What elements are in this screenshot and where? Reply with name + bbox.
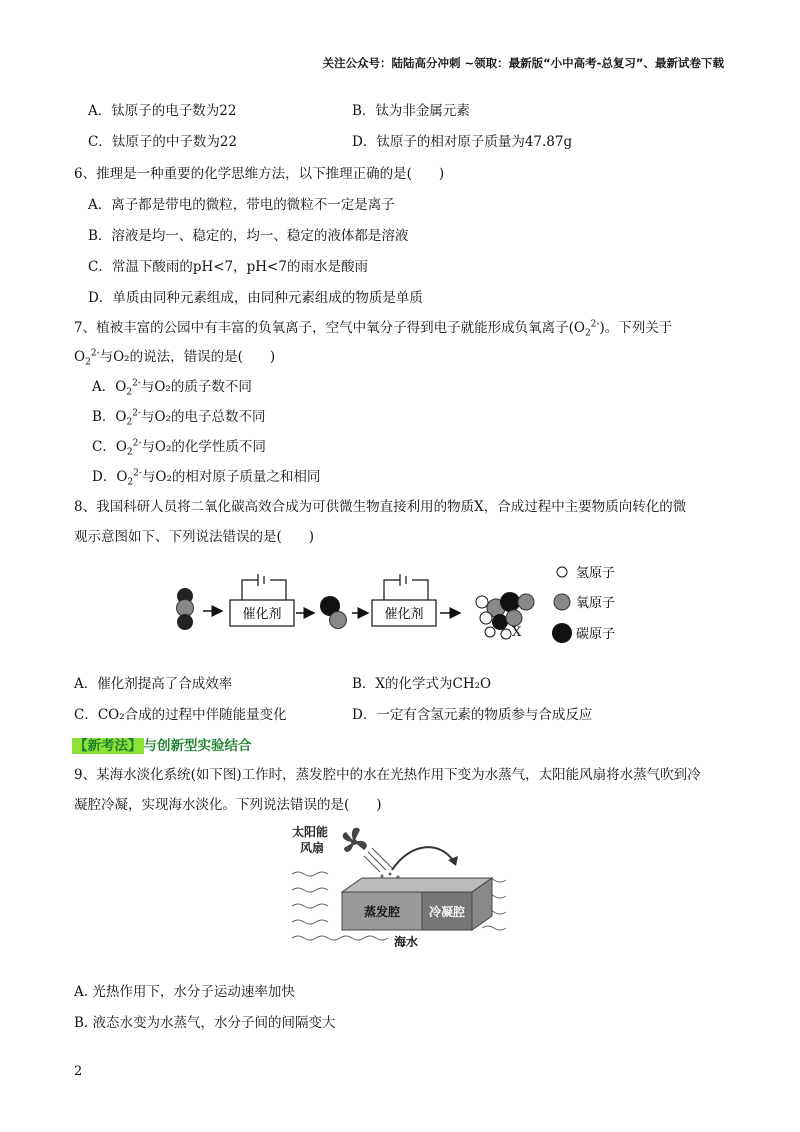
q6-option-b: B．溶液是均一、稳定的，均一、稳定的液体都是溶液 bbox=[88, 228, 409, 244]
co-molecule-icon bbox=[320, 596, 347, 629]
q5-option-a: A．钛原子的电子数为22 bbox=[88, 103, 237, 119]
q8-option-c: C．CO₂合成的过程中伴随能量变化 bbox=[74, 707, 287, 723]
q9-option-a: A. 光热作用下，水分子运动速率加快 bbox=[74, 984, 295, 1000]
q8-option-b: B．X的化学式为CH₂O bbox=[352, 676, 492, 692]
evap-label: 蒸发腔 bbox=[363, 905, 401, 919]
q8-reaction-diagram bbox=[160, 556, 640, 656]
sea-label: 海水 bbox=[393, 935, 419, 949]
q9-desalination-diagram bbox=[282, 820, 522, 950]
section-title: 与创新型实验结合 bbox=[143, 738, 252, 754]
fan-label-line2: 风扇 bbox=[300, 841, 325, 855]
fan-label-line1: 太阳能 bbox=[292, 825, 329, 839]
q8-option-d: D．一定有含氢元素的物质参与合成反应 bbox=[352, 707, 593, 723]
legend-hydrogen: 氢原子 bbox=[576, 566, 616, 581]
q7-option-b: B．$O_2^{2-}$与O₂的电子总数不同 bbox=[92, 408, 266, 428]
q7-option-a: A．$O_2^{2-}$与O₂的质子数不同 bbox=[92, 378, 252, 398]
legend-oxygen: 氧原子 bbox=[576, 596, 616, 611]
q7-stem-line2: $O_2^{2-}$与O₂的说法，错误的是( ) bbox=[74, 348, 276, 368]
q5-option-d: D．钛原子的相对原子质量为47.87g bbox=[352, 134, 573, 150]
cond-label: 冷凝腔 bbox=[428, 905, 466, 919]
q5-option-c: C．钛原子的中子数为22 bbox=[88, 134, 238, 150]
fan-icon bbox=[343, 828, 367, 852]
sun-rays-icon bbox=[364, 848, 392, 872]
q8-stem-line2: 观示意图如下、下列说法错误的是( ) bbox=[74, 529, 315, 545]
q7-stem-line1: 7、植被丰富的公园中有丰富的负氧离子，空气中氧分子得到电子就能形成负氧离子$(O_2^{2-})$。下列关于 bbox=[74, 319, 673, 339]
q7-option-d: D．$O_2^{2-}$与O₂的相对原子质量之和相同 bbox=[92, 468, 321, 488]
q6-option-d: D．单质由同种元素组成，由同种元素组成的物质是单质 bbox=[88, 290, 423, 306]
oxygen-legend-icon bbox=[554, 594, 570, 610]
section-heading bbox=[72, 734, 252, 754]
q6-option-a: A．离子都是带电的微粒，带电的微粒不一定是离子 bbox=[88, 197, 395, 213]
q9-option-b: B. 液态水变为水蒸气，水分子间的间隔变大 bbox=[74, 1015, 336, 1031]
legend-carbon: 碳原子 bbox=[576, 627, 616, 642]
q8-option-a: A．催化剂提高了合成效率 bbox=[74, 676, 233, 692]
q6-option-c: C．常温下酸雨的pH<7，pH<7的雨水是酸雨 bbox=[88, 259, 368, 275]
co2-molecule-icon bbox=[177, 588, 194, 630]
section-tag: 【新考法】 bbox=[74, 738, 142, 754]
q9-stem-line2: 凝腔冷凝，实现海水淡化。下列说法错误的是( ) bbox=[74, 797, 382, 813]
q8-stem-line1: 8、我国科研人员将二氧化碳高效合成为可供微生物直接利用的物质X，合成过程中主要物质向转化的微 bbox=[74, 499, 687, 515]
x-molecule-icon bbox=[476, 592, 534, 639]
catalyst-label-1: 催化剂 bbox=[242, 607, 282, 622]
circuit-icon bbox=[242, 574, 286, 600]
circuit-icon bbox=[384, 574, 428, 600]
carbon-legend-icon bbox=[552, 623, 572, 643]
vapor-flow-arrow-icon bbox=[392, 847, 454, 870]
x-label: X bbox=[512, 625, 522, 640]
catalyst-label-2: 催化剂 bbox=[384, 607, 424, 622]
hydrogen-legend-icon bbox=[557, 567, 567, 577]
q5-option-b: B．钛为非金属元素 bbox=[352, 103, 470, 119]
page-header: 关注公众号：陆陆高分冲刺 ~领取：最新版“小中高考-总复习”、最新试卷下载 bbox=[322, 56, 724, 70]
q6-stem: 6、推理是一种重要的化学思维方法，以下推理正确的是( ) bbox=[74, 166, 445, 182]
q9-stem-line1: 9、某海水淡化系统(如下图)工作时，蒸发腔中的水在光热作用下变为水蒸气，太阳能风扇将水蒸气吹到冷 bbox=[74, 767, 701, 783]
page-number: 2 bbox=[74, 1064, 83, 1079]
q7-option-c: C．$O_2^{2-}$与O₂的化学性质不同 bbox=[92, 438, 266, 458]
